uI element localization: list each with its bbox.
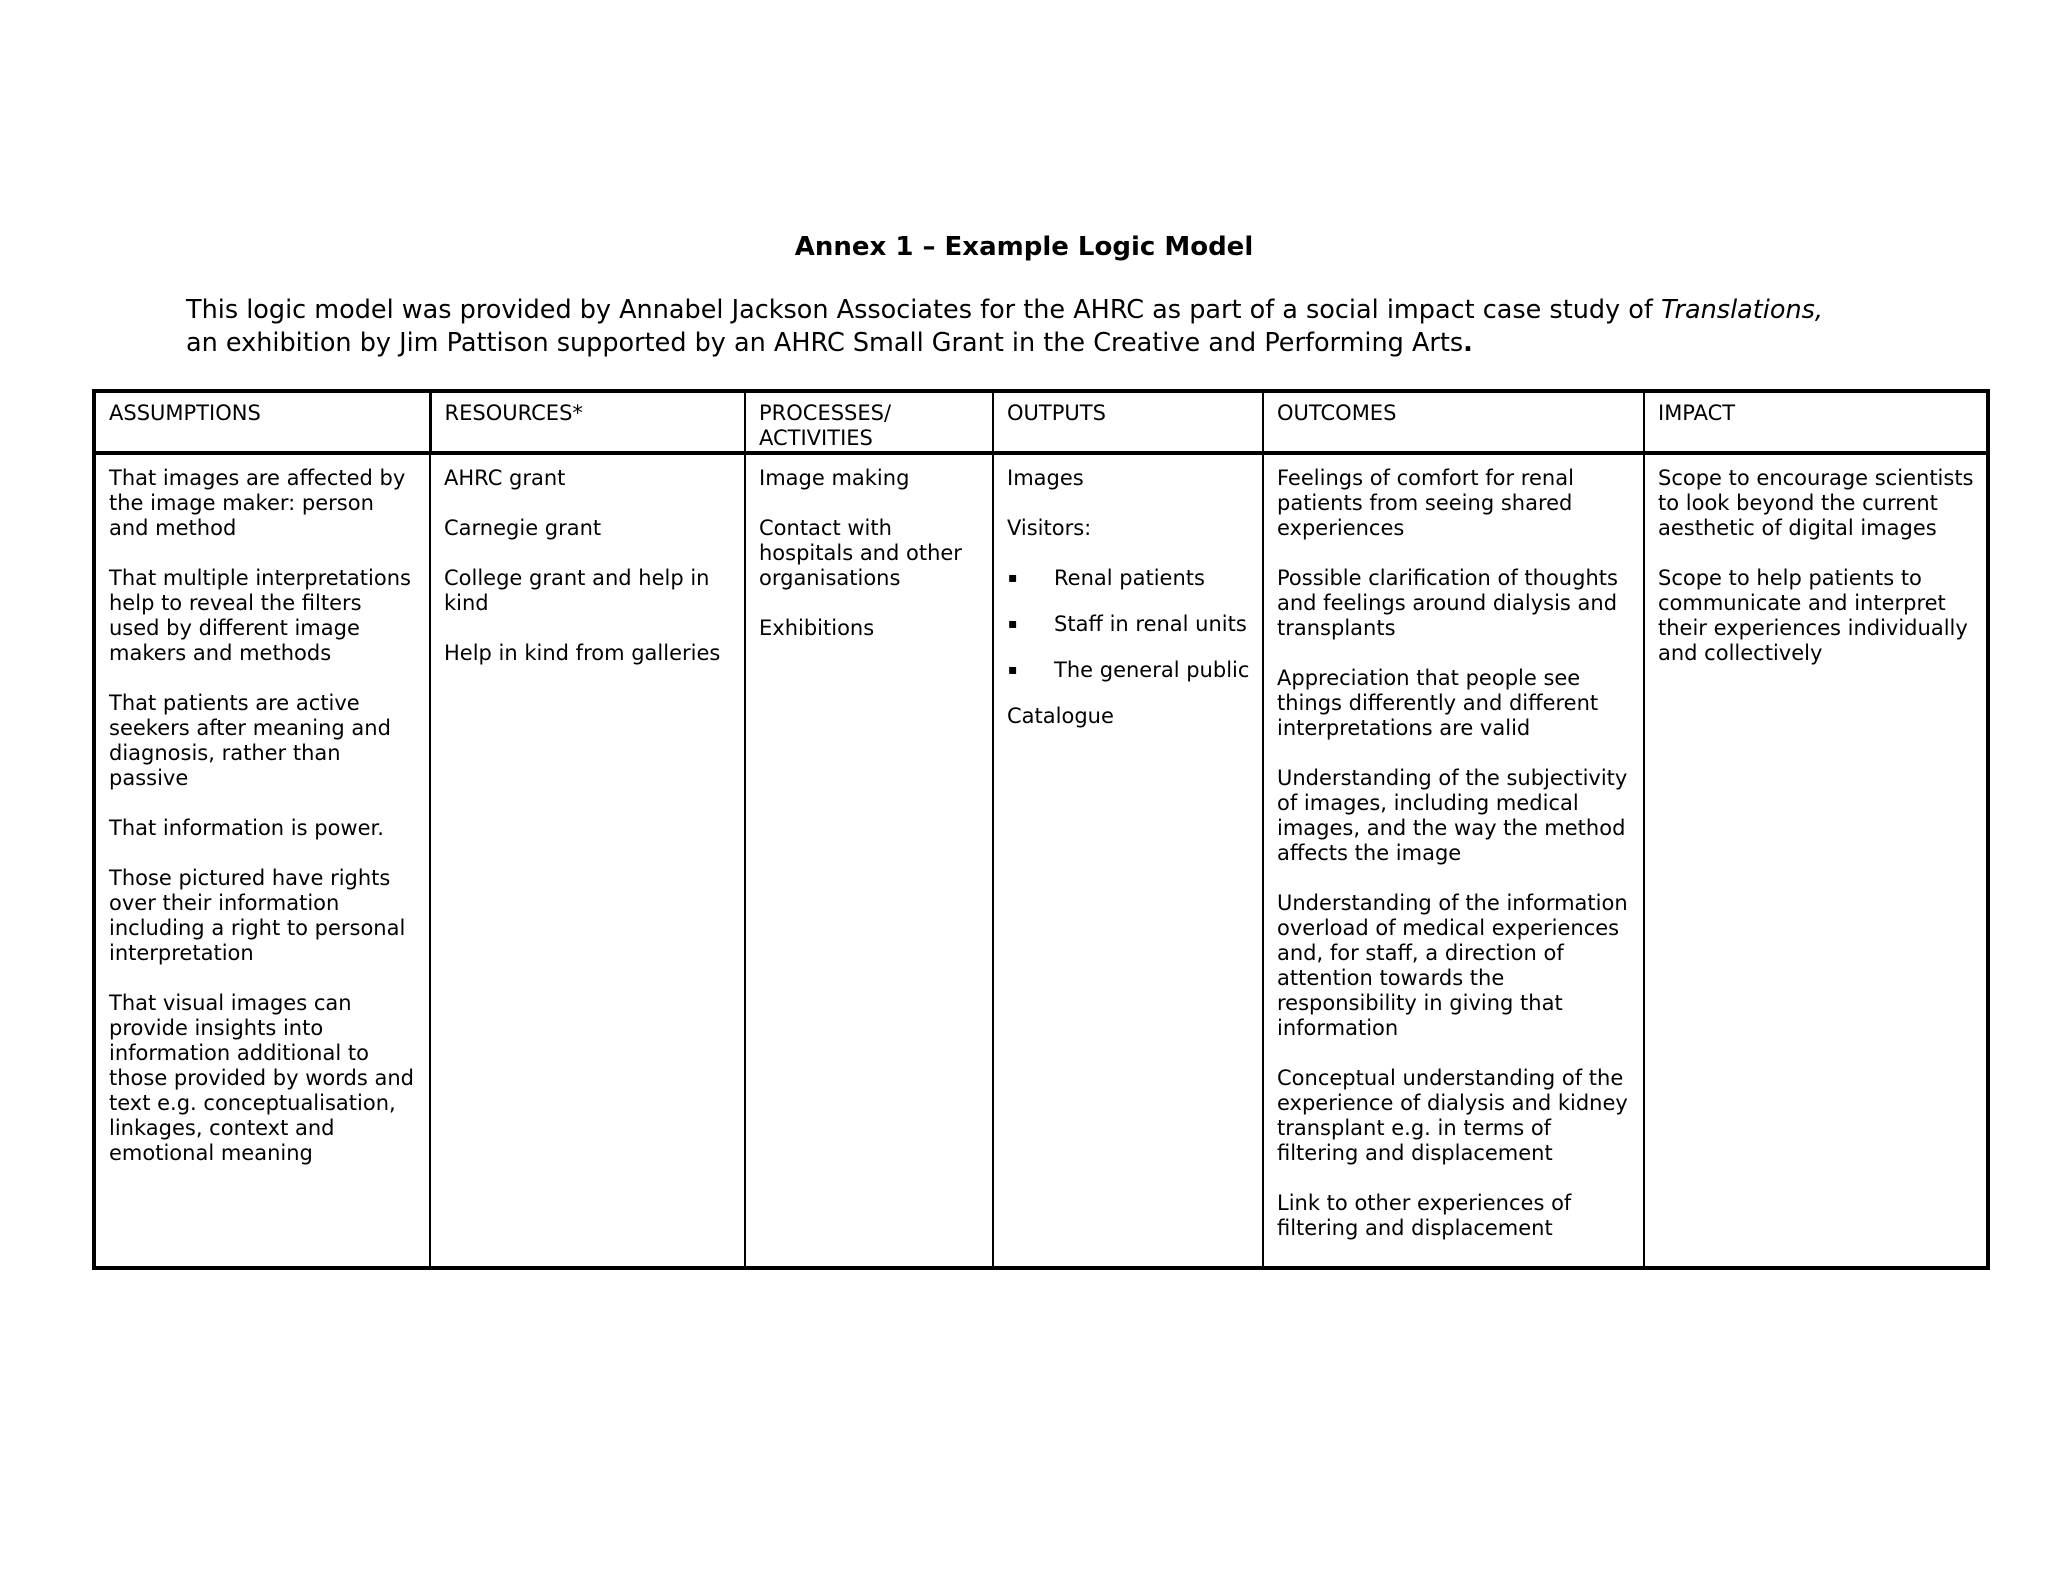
header-resources: RESOURCES* [430, 391, 745, 453]
outputs-cell [993, 453, 1263, 1268]
list-item [1007, 612, 1250, 637]
resource-item: AHRC grant [444, 466, 566, 490]
outcome-item: Understanding of the information overload of medical experiences and, for staff, a direction of attention towards the responsibility in giving that information [1277, 891, 1628, 1040]
header-assumptions: ASSUMPTIONS [94, 391, 430, 453]
resource-item: Help in kind from galleries [444, 641, 721, 665]
output-item-images: Images [1007, 466, 1084, 490]
visitors-list [1007, 566, 1250, 683]
header-impact: IMPACT [1644, 391, 1988, 453]
assumption-item: That multiple interpretations help to reveal the filters used by different image makers and methods [109, 566, 411, 665]
table-body-row [94, 453, 1988, 1268]
intro-text-line2: an exhibition by Jim Pattison supported by an AHRC Small Grant in the Creative and Performing Arts [186, 328, 1464, 358]
outcome-item: Appreciation that people see things differently and different interpretations are valid [1277, 666, 1599, 740]
assumption-item: That images are affected by the image maker: person and method [109, 466, 406, 540]
output-item-visitors: Visitors: [1007, 516, 1092, 540]
resource-item: College grant and help in kind [444, 566, 710, 615]
assumption-item: That information is power. [109, 816, 384, 840]
visitor-label: Renal patients [1054, 566, 1205, 590]
list-item [1007, 658, 1250, 683]
header-processes: PROCESSES/ ACTIVITIES [745, 391, 993, 453]
outcome-item: Link to other experiences of filtering and displacement [1277, 1191, 1572, 1240]
assumption-item: That patients are active seekers after meaning and diagnosis, rather than passive [109, 691, 391, 790]
impact-item: Scope to encourage scientists to look beyond the current aesthetic of digital images [1658, 466, 1974, 540]
outcome-item: Conceptual understanding of the experience of dialysis and kidney transplant e.g. in terms of filtering and displacement [1277, 1066, 1628, 1165]
list-item [1007, 566, 1250, 591]
outcome-item: Understanding of the subjectivity of images, including medical images, and the way the method affects the image [1277, 766, 1628, 865]
header-outputs: OUTPUTS [993, 391, 1263, 453]
process-item: Image making [759, 466, 910, 490]
intro-text: This logic model was provided by Annabel Jackson Associates for the AHRC as part of a social impact case study of [186, 295, 1661, 325]
bullet-icon: ▪ [1008, 570, 1018, 586]
impact-item: Scope to help patients to communicate and interpret their experiences individually and collectively [1658, 566, 1968, 665]
assumption-item: That visual images can provide insights into information additional to those provided by words and text e.g. conceptualisation, linkages, context and emotional meaning [109, 991, 414, 1165]
resource-item: Carnegie grant [444, 516, 602, 540]
visitor-label: The general public [1054, 658, 1250, 682]
logic-model-table [92, 389, 1990, 1270]
impact-cell [1644, 453, 1988, 1268]
process-item: Exhibitions [759, 616, 875, 640]
resources-cell [430, 453, 745, 1268]
bullet-icon: ▪ [1008, 616, 1018, 632]
outcomes-cell [1263, 453, 1644, 1268]
intro-paragraph [186, 294, 1906, 360]
assumptions-cell [94, 453, 430, 1268]
assumption-item: Those pictured have rights over their information including a right to personal interpretation [109, 866, 406, 965]
outcome-item: Possible clarification of thoughts and feelings around dialysis and transplants [1277, 566, 1618, 640]
visitor-label: Staff in renal units [1054, 612, 1247, 636]
header-outcomes: OUTCOMES [1263, 391, 1644, 453]
exhibition-title: Translations, [1660, 295, 1824, 325]
bullet-icon: ▪ [1008, 662, 1018, 678]
processes-cell [745, 453, 993, 1268]
page-title: Annex 1 – Example Logic Model [794, 232, 1254, 262]
table-header-row [94, 391, 1988, 453]
process-item: Contact with hospitals and other organisations [759, 516, 962, 590]
outcome-item: Feelings of comfort for renal patients from seeing shared experiences [1277, 466, 1574, 540]
intro-end: . [1463, 328, 1473, 358]
output-item-catalogue: Catalogue [1007, 704, 1114, 728]
